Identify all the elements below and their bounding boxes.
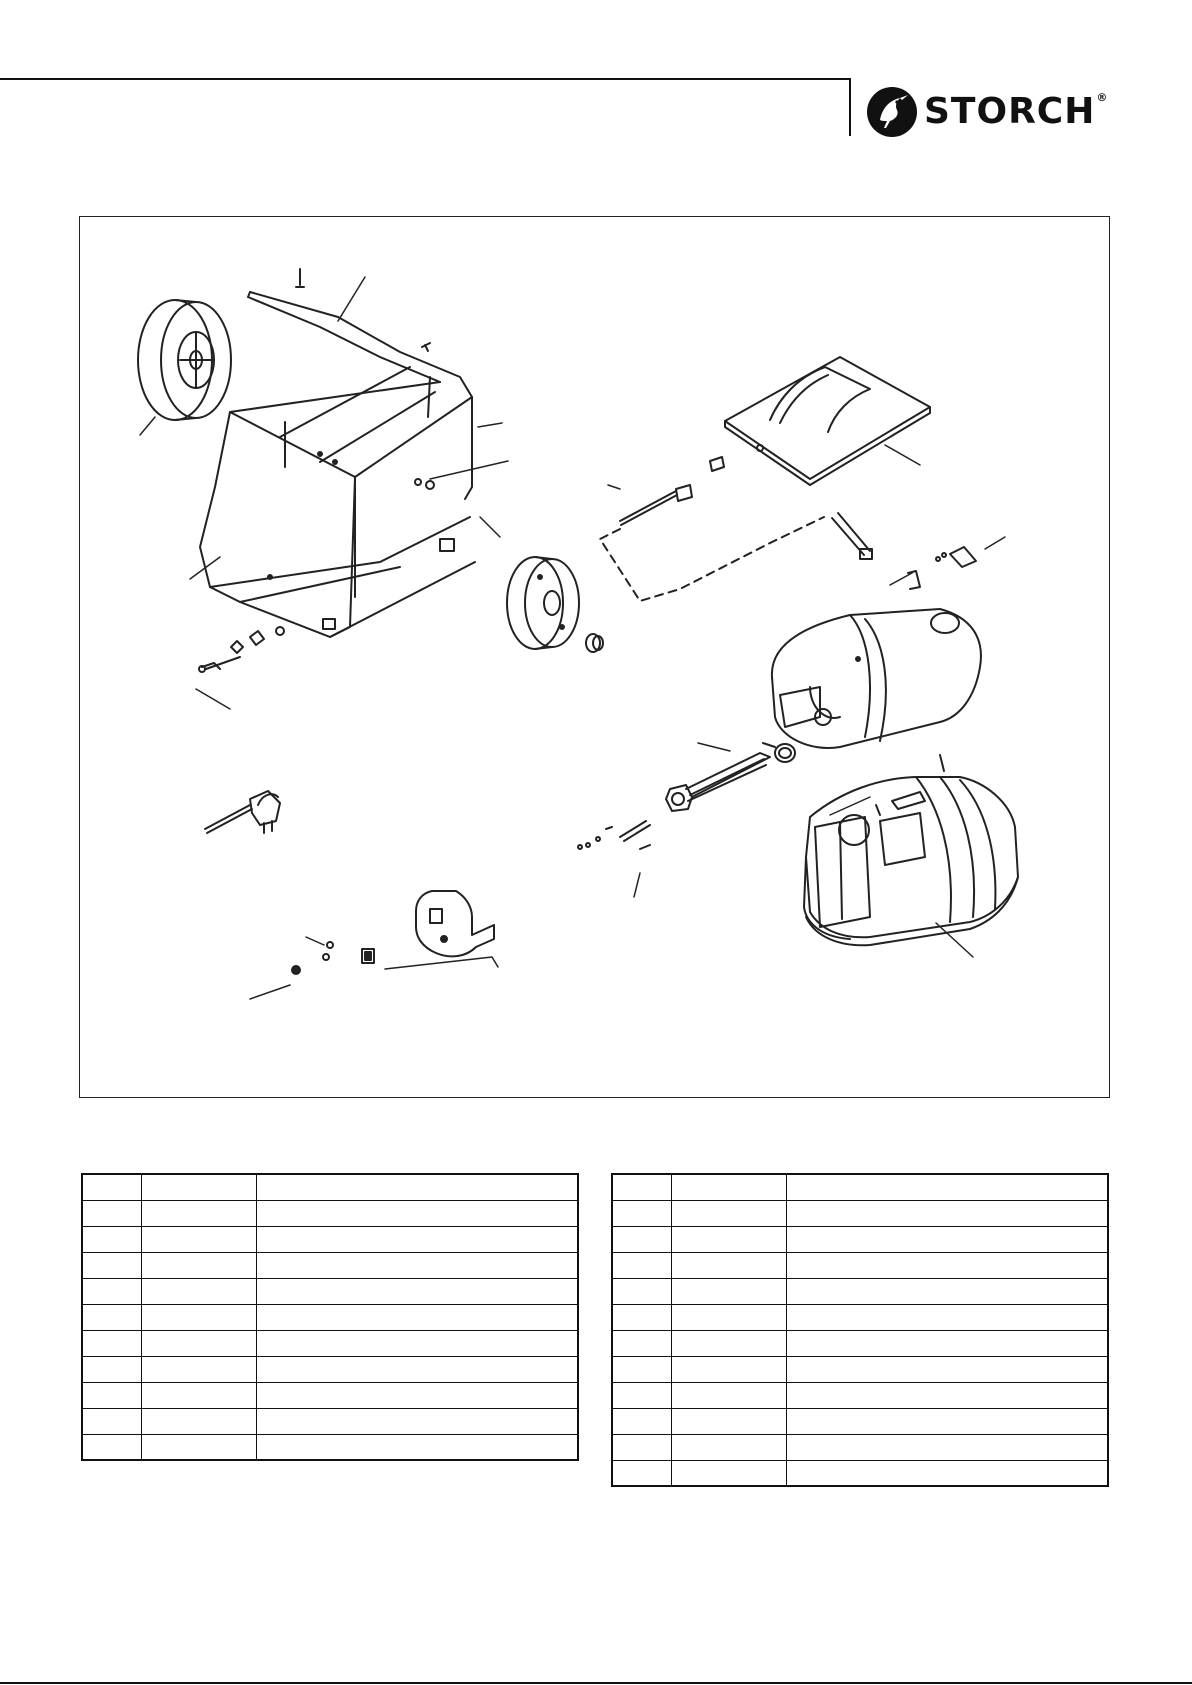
table-cell: [612, 1330, 671, 1356]
table-cell: [82, 1278, 141, 1304]
parts-table-right: [611, 1173, 1109, 1487]
table-cell: [612, 1382, 671, 1408]
table-row: [82, 1382, 578, 1408]
table-cell: [671, 1382, 786, 1408]
table-cell: [786, 1330, 1108, 1356]
table-row: [82, 1200, 578, 1226]
table-cell: [256, 1304, 578, 1330]
table-cell: [256, 1434, 578, 1460]
table-cell: [256, 1356, 578, 1382]
footer-rule: [0, 1682, 1192, 1684]
table-cell: [786, 1226, 1108, 1252]
hose-connector: [620, 457, 724, 525]
col-pos: [612, 1174, 671, 1200]
table-cell: [612, 1200, 671, 1226]
table-cell: [786, 1408, 1108, 1434]
wheel-right: [507, 557, 603, 652]
table-cell: [612, 1356, 671, 1382]
stork-logo-icon: [866, 86, 918, 138]
table-cell: [82, 1252, 141, 1278]
table-cell: [612, 1304, 671, 1330]
table-cell: [786, 1278, 1108, 1304]
brand-logo: [866, 86, 1108, 138]
table-row: [82, 1408, 578, 1434]
table-cell: [256, 1408, 578, 1434]
table-row: [82, 1252, 578, 1278]
table-cell: [256, 1252, 578, 1278]
table-cell: [786, 1200, 1108, 1226]
table-row: [82, 1330, 578, 1356]
table-cell: [141, 1226, 256, 1252]
table-cell: [141, 1278, 256, 1304]
table-cell: [612, 1278, 671, 1304]
table-cell: [82, 1382, 141, 1408]
table-row: [612, 1382, 1108, 1408]
table-cell: [671, 1356, 786, 1382]
table-row: [612, 1434, 1108, 1460]
table-cell: [612, 1252, 671, 1278]
table-row: [612, 1356, 1108, 1382]
table-cell: [82, 1434, 141, 1460]
table-row: [612, 1278, 1108, 1304]
nuts: [231, 479, 434, 974]
table-cell: [612, 1434, 671, 1460]
handle-tray: [725, 357, 930, 485]
table-row: [82, 1434, 578, 1460]
exploded-parts-diagram: [79, 216, 1110, 1098]
table-row: [82, 1226, 578, 1252]
table-cell: [671, 1304, 786, 1330]
tank-lid: [772, 609, 981, 748]
leader-lines: [140, 277, 1005, 999]
table-cell: [671, 1330, 786, 1356]
table-cell: [671, 1252, 786, 1278]
switch-housing: [416, 891, 494, 956]
table-cell: [256, 1330, 578, 1356]
table-row: [612, 1408, 1108, 1434]
table-row: [82, 1356, 578, 1382]
table-cell: [141, 1408, 256, 1434]
table-cell: [141, 1434, 256, 1460]
table-cell: [786, 1304, 1108, 1330]
table-row: [82, 1174, 578, 1200]
table-cell: [671, 1460, 786, 1486]
table-row: [82, 1304, 578, 1330]
table-cell: [82, 1200, 141, 1226]
table-cell: [141, 1356, 256, 1382]
tank: [804, 777, 1018, 945]
parts-table-left: [81, 1173, 579, 1461]
col-article: [141, 1174, 256, 1200]
col-description: [256, 1174, 578, 1200]
screws: [199, 269, 944, 815]
wheel-left: [138, 300, 231, 420]
table-cell: [82, 1356, 141, 1382]
table-row: [612, 1252, 1108, 1278]
table-cell: [256, 1200, 578, 1226]
table-cell: [256, 1278, 578, 1304]
table-cell: [671, 1278, 786, 1304]
table-row: [612, 1330, 1108, 1356]
table-cell: [671, 1226, 786, 1252]
header-divider: [849, 78, 851, 136]
power-plug: [205, 791, 280, 833]
table-cell: [786, 1434, 1108, 1460]
table-cell: [82, 1226, 141, 1252]
table-cell: [82, 1330, 141, 1356]
table-cell: [256, 1226, 578, 1252]
table-cell: [82, 1304, 141, 1330]
table-row: [612, 1304, 1108, 1330]
table-cell: [671, 1200, 786, 1226]
table-row: [612, 1200, 1108, 1226]
table-cell: [786, 1356, 1108, 1382]
brand-name: STORCH®: [924, 91, 1109, 132]
table-cell: [141, 1304, 256, 1330]
hose-dashed: [600, 517, 824, 601]
col-description: [786, 1174, 1108, 1200]
table-row: [612, 1226, 1108, 1252]
header-rule: [0, 78, 851, 80]
table-cell: [612, 1460, 671, 1486]
table-cell: [612, 1408, 671, 1434]
table-cell: [82, 1408, 141, 1434]
table-row: [612, 1460, 1108, 1486]
table-cell: [786, 1382, 1108, 1408]
registered-mark: ®: [1096, 91, 1109, 104]
heating-element: [578, 753, 770, 849]
col-article: [671, 1174, 786, 1200]
table-cell: [786, 1460, 1108, 1486]
table-cell: [141, 1330, 256, 1356]
table-cell: [671, 1434, 786, 1460]
table-cell: [612, 1226, 671, 1252]
frame: [200, 292, 475, 637]
switch: [362, 949, 374, 963]
table-cell: [141, 1252, 256, 1278]
table-cell: [786, 1252, 1108, 1278]
table-row: [612, 1174, 1108, 1200]
col-pos: [82, 1174, 141, 1200]
table-cell: [141, 1200, 256, 1226]
table-cell: [141, 1382, 256, 1408]
table-cell: [256, 1382, 578, 1408]
table-row: [82, 1278, 578, 1304]
table-cell: [671, 1408, 786, 1434]
